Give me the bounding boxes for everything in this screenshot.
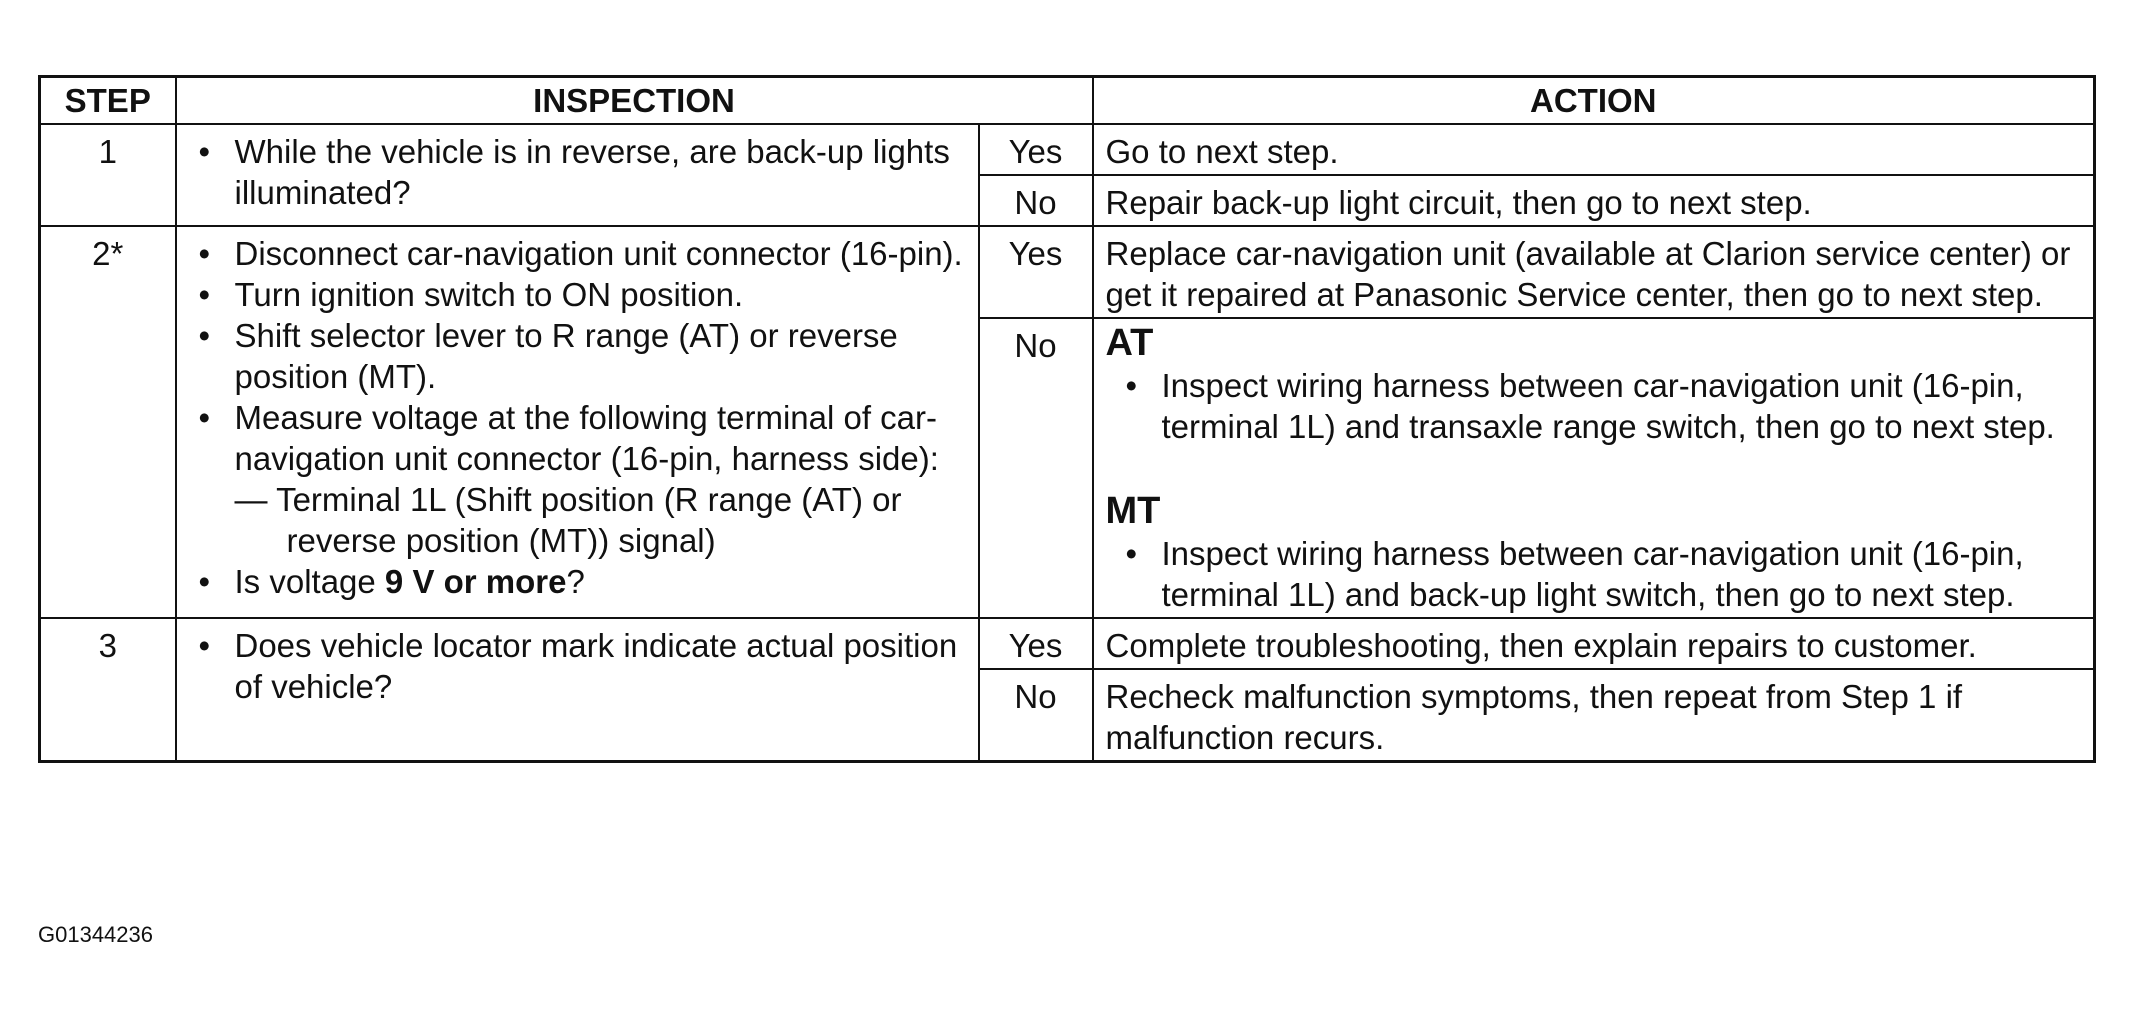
inspection-cell [176, 226, 979, 618]
inspection-item: • Disconnect car-navigation unit connector (16-pin). [235, 233, 966, 274]
step-number: 3 [40, 618, 176, 762]
no-label: No [979, 318, 1093, 618]
action-item: • Inspect wiring harness between car-navigation unit (16-pin, terminal 1L) and back-up light switch, then go to next step. [1162, 533, 2082, 615]
inspection-question-text: Is voltage [234, 563, 385, 600]
inspection-item: • Does vehicle locator mark indicate actual position of vehicle? [235, 625, 966, 707]
diagnostic-table [38, 75, 2096, 763]
no-label: No [979, 175, 1093, 226]
header-row [40, 77, 2095, 125]
header-inspection: INSPECTION [176, 77, 1093, 125]
table-row [40, 124, 2095, 175]
no-action [1093, 318, 2095, 618]
inspection-threshold: 9 V or more [384, 563, 567, 600]
header-action: ACTION [1093, 77, 2095, 125]
inspection-item-text: Measure voltage at the following terminal of car-navigation unit connector (16-pin, harness side): [234, 399, 939, 477]
inspection-item [235, 397, 966, 561]
yes-label: Yes [979, 618, 1093, 669]
header-step: STEP [40, 77, 176, 125]
step-number: 1 [40, 124, 176, 226]
yes-action: Go to next step. [1093, 124, 2095, 175]
inspection-item: • While the vehicle is in reverse, are back-up lights illuminated? [235, 131, 966, 213]
no-action: Repair back-up light circuit, then go to next step. [1093, 175, 2095, 226]
action-item: • Inspect wiring harness between car-navigation unit (16-pin, terminal 1L) and transaxle range switch, then go to next step. [1162, 365, 2082, 447]
yes-action: Complete troubleshooting, then explain repairs to customer. [1093, 618, 2095, 669]
inspection-item: • Turn ignition switch to ON position. [235, 274, 966, 315]
figure-id: G01344236 [38, 922, 153, 947]
table-row [40, 226, 2095, 318]
inspection-question-end: ? [566, 563, 585, 600]
action-heading-at: AT [1105, 322, 1154, 364]
yes-action: Replace car-navigation unit (available at Clarion service center) or get it repaired at Panasonic Service center, then go to next step. [1093, 226, 2095, 318]
inspection-cell [176, 124, 979, 226]
diagnostic-procedure [38, 75, 2096, 763]
inspection-cell [176, 618, 979, 762]
step-number: 2* [40, 226, 176, 618]
table-row [40, 618, 2095, 669]
inspection-subitem: — Terminal 1L (Shift position (R range (AT) or reverse position (MT)) signal) [234, 481, 902, 559]
yes-label: Yes [979, 124, 1093, 175]
no-label: No [979, 669, 1093, 762]
action-heading-mt: MT [1105, 490, 1161, 532]
inspection-item [235, 561, 966, 602]
inspection-item: • Shift selector lever to R range (AT) or reverse position (MT). [235, 315, 966, 397]
no-action: Recheck malfunction symptoms, then repeat from Step 1 if malfunction recurs. [1093, 669, 2095, 762]
yes-label: Yes [979, 226, 1093, 318]
